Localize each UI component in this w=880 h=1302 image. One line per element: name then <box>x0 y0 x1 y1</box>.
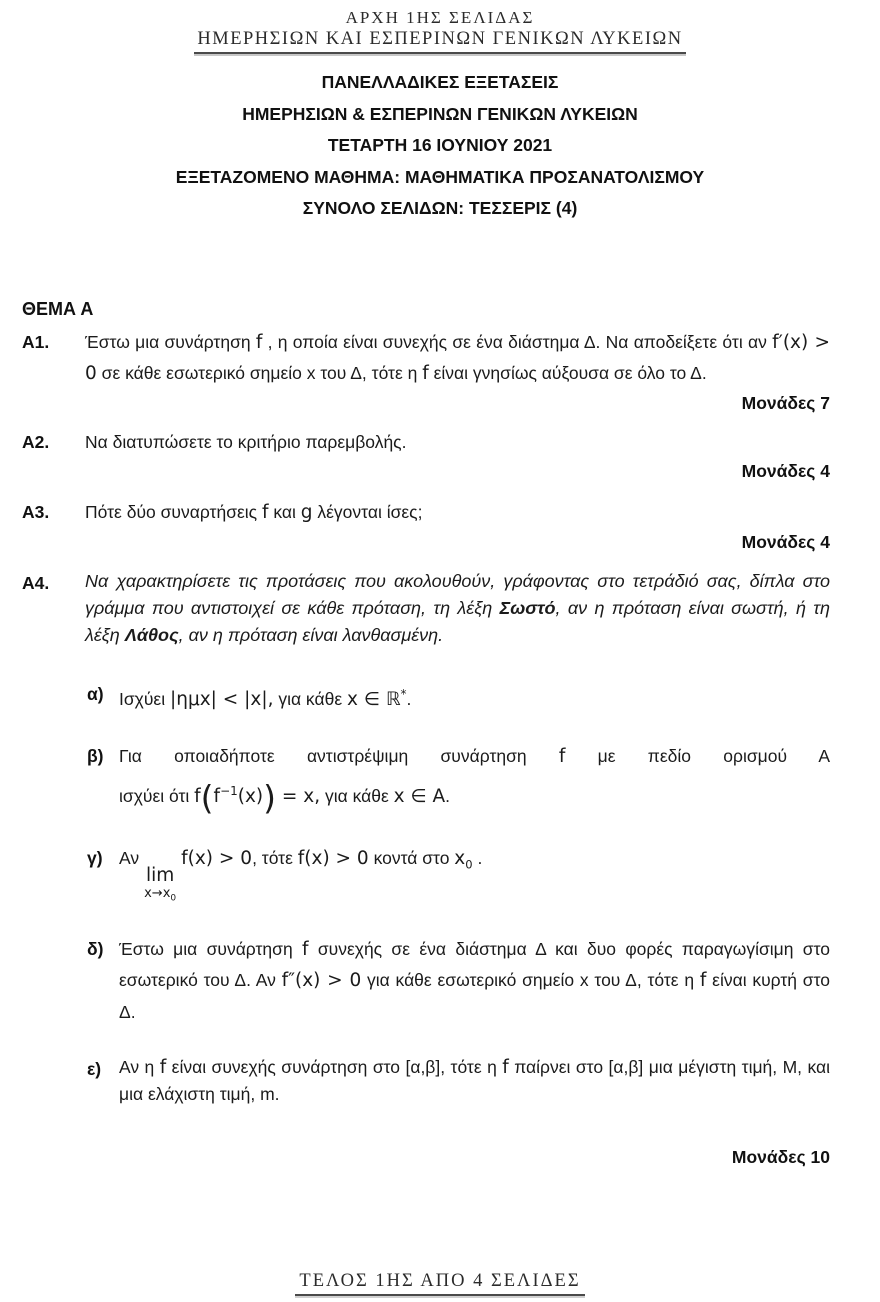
math-f-double-prime-positive: f″(x) > 0 <box>281 970 362 992</box>
a3-text-part: λέγονται ίσες; <box>312 502 423 522</box>
math-f: f <box>302 938 309 960</box>
statement-gamma-text <box>119 843 830 904</box>
title-block <box>0 67 880 225</box>
question-a1-text <box>85 327 830 390</box>
math-f-of-x-positive: f(x) > 0 <box>297 847 369 869</box>
header-line2-wrap <box>0 28 880 54</box>
statement-alpha <box>87 679 830 715</box>
question-a3-label: Α3. <box>22 502 50 522</box>
content-column <box>22 296 830 1172</box>
math-x-in: x ∈ <box>346 688 386 710</box>
delta-text-part: είναι κυρτή στο Δ. <box>119 970 830 1022</box>
alpha-text-part: . <box>406 688 412 709</box>
question-a2-label: Α2. <box>22 431 50 452</box>
statement-epsilon <box>87 1054 830 1108</box>
math-f: f <box>194 786 201 808</box>
header-line1: ΑΡΧΗ 1ΗΣ ΣΕΛΙΔΑΣ <box>345 8 535 27</box>
page-footer <box>0 1270 880 1296</box>
lim-word: lim <box>145 864 175 886</box>
big-close-paren: ) <box>263 778 277 818</box>
statement-delta-text <box>119 934 830 1029</box>
math-f: f <box>699 970 707 992</box>
question-a3-text <box>85 497 830 529</box>
lim-subscript <box>144 887 176 904</box>
beta-text-part: για κάθε <box>320 786 394 807</box>
question-a4-label: Α4. <box>22 572 50 593</box>
question-a2-text: Να διατυπώσετε το κριτήριο παρεμβολής. <box>85 431 407 452</box>
delta-text-part: για κάθε εσωτερικό σημείο x του Δ, τότε η <box>361 970 700 991</box>
a1-text-part: , η οποία είναι συνεχής σε ένα διάστημα Δ. Να αποδείξετε ότι αν <box>262 331 773 352</box>
beta-line1 <box>119 741 830 773</box>
title-exams: ΠΑΝΕΛΛΑΔΙΚΕΣ ΕΞΕΤΑΣΕΙΣ <box>321 72 559 92</box>
math-f: f <box>255 331 263 353</box>
statement-beta <box>87 741 830 818</box>
question-a4-intro <box>85 568 830 649</box>
marks-a1: Μονάδες 7 <box>741 392 830 413</box>
beta-line2 <box>119 776 830 818</box>
math-of-x: (x) <box>237 786 264 808</box>
footer-text: ΤΕΛΟΣ 1ΗΣ ΑΠΟ 4 ΣΕΛΙΔΕΣ <box>295 1270 584 1296</box>
real-numbers-symbol: ℝ <box>385 688 401 710</box>
header-line2: ΗΜΕΡΗΣΙΩΝ ΚΑΙ ΕΣΠΕΡΙΝΩΝ ΓΕΝΙΚΩΝ ΛΥΚΕΙΩΝ <box>194 28 685 54</box>
math-g: g <box>300 502 313 523</box>
title-date: ΤΕΤΑΡΤΗ 16 ΙΟΥΝΙΟΥ 2021 <box>327 135 553 155</box>
beta-text-part: με πεδίο ορισμού Α <box>565 745 830 766</box>
math-f: f <box>502 1057 509 1079</box>
beta-text-part: ισχύει ότι <box>119 786 195 807</box>
a3-text-part: Πότε δύο συναρτήσεις <box>85 502 262 522</box>
marks-a3: Μονάδες 4 <box>741 531 830 552</box>
a1-text-part: Έστω μια συνάρτηση <box>85 331 256 352</box>
big-open-paren: ( <box>200 778 214 818</box>
statement-gamma <box>87 843 830 904</box>
a4-intro-part: , αν η πρόταση είναι σωστή, ή τη λέξη <box>85 597 831 645</box>
statement-beta-text <box>119 741 830 818</box>
title-pages: ΣΥΝΟΛΟ ΣΕΛΙΔΩΝ: ΤΕΣΣΕΡΙΣ (4) <box>302 198 578 218</box>
alpha-text-part: για κάθε <box>273 688 347 709</box>
question-a2 <box>22 427 830 459</box>
statement-delta <box>87 934 830 1029</box>
limit-expression <box>144 864 177 904</box>
math-f: f <box>213 786 221 808</box>
statement-epsilon-label: ε) <box>87 1059 102 1080</box>
statement-gamma-label: γ) <box>87 847 103 868</box>
question-a3 <box>22 497 830 529</box>
math-equals-x: = x, <box>276 786 321 808</box>
math-f: f <box>261 502 269 523</box>
gamma-text-part: κοντά στο <box>368 847 455 868</box>
a4-intro-part: Να χαρακτηρίσετε τις προτάσεις που ακολουθούν, γράφοντας στο τετράδιό σας, δίπλα στο γράμμα που αντιστοιχεί σε κάθε πρόταση, τη λέξη <box>85 570 830 618</box>
lim-subscript-zero: 0 <box>170 893 177 904</box>
delta-text-part: Έστω μια συνάρτηση <box>119 938 303 959</box>
delta-text-part: συνεχής σε ένα διάστημα Δ και δυο φορές παραγωγίσιμη στο εσωτερικό του Δ. Αν <box>119 938 830 991</box>
word-lathos: Λάθος <box>124 624 179 645</box>
gamma-text-part: Αν <box>119 847 140 868</box>
question-a1-label: Α1. <box>22 331 50 352</box>
gamma-text-part: . <box>472 847 483 868</box>
alpha-text-part: Ισχύει <box>119 688 170 709</box>
theme-a-heading: ΘΕΜΑ Α <box>22 298 94 319</box>
statement-alpha-text <box>119 679 830 715</box>
math-x-in-A: x ∈ A <box>393 786 446 808</box>
gamma-text-part: , τότε <box>252 847 298 868</box>
statement-alpha-label: α) <box>87 683 104 704</box>
math-f: f <box>422 363 429 384</box>
beta-text-part: . <box>445 786 451 807</box>
title-subject: ΕΞΕΤΑΖΟΜΕΝΟ ΜΑΘΗΜΑ: ΜΑΘΗΜΑΤΙΚΑ ΠΡΟΣΑΝΑΤΟΛΙΣΜΟΥ <box>175 166 705 187</box>
epsilon-text-part: παίρνει στο [α,β] μια μέγιστη τιμή, Μ, και μια ελάχιστη τιμή, m. <box>119 1057 830 1105</box>
math-x-zero: x <box>454 847 466 869</box>
statement-epsilon-text <box>119 1054 830 1108</box>
title-schools: ΗΜΕΡΗΣΙΩΝ & ΕΣΠΕΡΙΝΩΝ ΓΕΝΙΚΩΝ ΛΥΚΕΙΩΝ <box>242 103 638 124</box>
a1-text-part: σε κάθε εσωτερικό σημείο x του Δ, τότε η <box>96 363 423 383</box>
marks-a2: Μονάδες 4 <box>741 461 830 481</box>
math-f: f <box>558 745 566 767</box>
a1-text-part: είναι γνησίως αύξουσα σε όλο το Δ. <box>428 363 707 383</box>
math-f-of-x-positive: f(x) > 0 <box>181 847 253 869</box>
beta-text-part: Για οποιαδήποτε αντιστρέψιμη συνάρτηση <box>119 745 559 766</box>
math-f-prime-positive: f′(x) > 0 <box>85 331 830 384</box>
epsilon-text-part: Αν η <box>119 1057 160 1078</box>
marks-a4: Μονάδες 10 <box>731 1147 830 1168</box>
inverse-superscript: −1 <box>220 784 238 799</box>
question-a1 <box>22 327 830 390</box>
math-f: f <box>159 1057 167 1079</box>
lim-subscript-x: x→x <box>144 886 171 902</box>
x-zero-subscript: 0 <box>465 857 473 872</box>
word-sosto: Σωστό <box>499 597 556 618</box>
star-superscript: * <box>400 686 407 701</box>
page-header <box>0 0 880 54</box>
statement-beta-label: β) <box>87 745 104 766</box>
a3-text-part: και <box>268 502 301 522</box>
a4-intro-part: , αν η πρόταση είναι λανθασμένη. <box>178 624 444 645</box>
math-abs-sine-inequality: |ημx| < |x|, <box>169 688 274 710</box>
epsilon-text-part: είναι συνεχής συνάρτηση στο [α,β], τότε η <box>166 1057 503 1078</box>
statement-delta-label: δ) <box>87 938 104 959</box>
question-a4 <box>22 568 830 649</box>
